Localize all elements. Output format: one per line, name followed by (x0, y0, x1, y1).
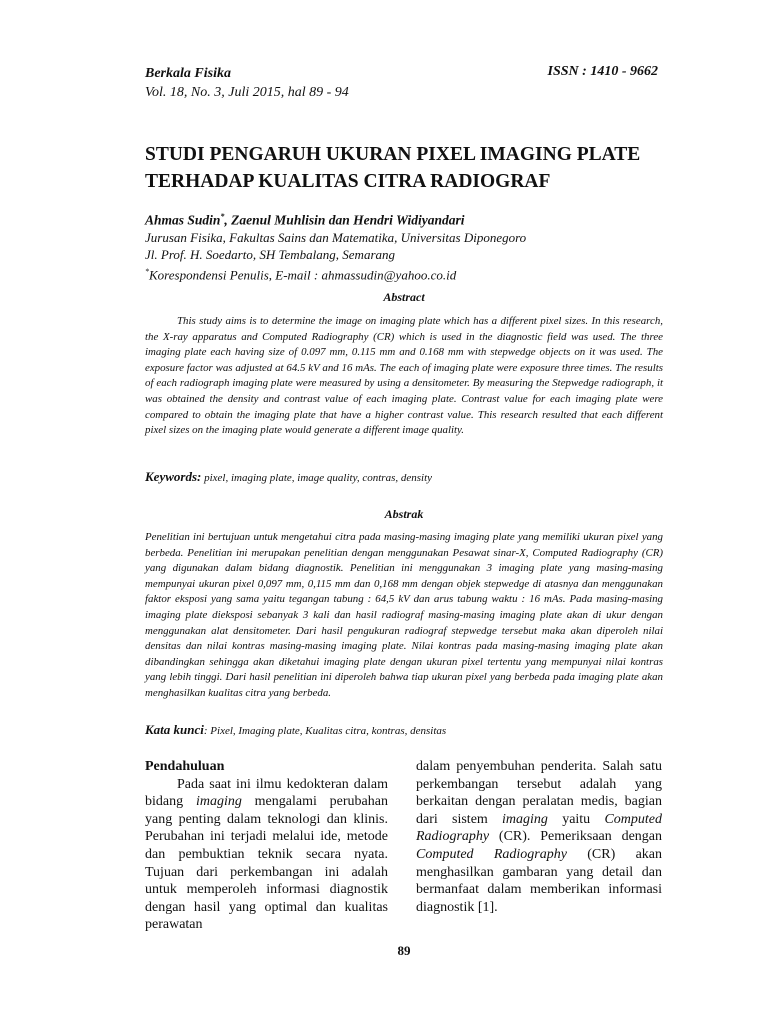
correspondence-text: Korespondensi Penulis, E-mail : ahmassudin@yahoo.co.id (149, 266, 457, 282)
intro-heading: Pendahuluan (145, 759, 225, 774)
issn: ISSN : 1410 - 9662 (547, 64, 658, 79)
abstrak-text: Penelitian ini bertujuan untuk mengetahui citra pada masing-masing imaging plate yang memiliki ukuran pixel yang berbeda. Penelitian ini merupakan penelitian dengan menggunakan Pesawat sinar-X, Computed Radiography (CR) yang digunakan dalam bidang diagnostik. Penelitian ini menggunakan 3 imaging plate yang masing-masing mempunyai ukuran pixel 0,097 mm, 0,115 mm dan 0,168 mm dengan objek stepwedge di atasnya dan menggunakan faktor eksposi yang sama yaitu tegangan tabung : 64,5 kV dan arus tabung waktu : 16 mAs. Pada masing-masing imaging plate dieksposi sebanyak 3 kali dan hasil radiograf masing-masing imaging plate akan di ukur dengan menggunakan alat densitometer. Dari hasil pengukuran radiograf stepwedge tersebut maka akan diperoleh nilai densitas dan nilai kontras masing-masing imaging plate. Nilai kontras pada masing-masing imaging plate akan dibandingkan sehingga akan diketahui imaging plate dengan ukuran pixel tertentu yang mempunyai nilai kontras yang lebih tinggi. Dari hasil penelitian ini diperoleh bahwa tiap ukuran pixel yang berbeda pada imaging plate akan menghasilkan kualitas citra yang berbeda. (145, 531, 663, 699)
journal-volume: Vol. 18, No. 3, Juli 2015, hal 89 - 94 (145, 85, 349, 100)
affiliation: Jurusan Fisika, Fakultas Sains dan Matematika, Universitas Diponegoro (145, 229, 527, 245)
journal-name: Berkala Fisika (145, 66, 231, 81)
author-mark: * (220, 212, 225, 221)
paper-title (145, 141, 685, 195)
kata-kunci-label: Kata kunci (145, 722, 204, 737)
abstract-text: This study aims is to determine the image on imaging plate which has a different pixel sizes. In this research, the X-ray apparatus and Computed Radiography (CR) which is used in the diagnostic field was used. The three imaging plate each having size of 0.097 mm, 0.115 mm and 0.168 mm with stepwedge objects on it was used. The exposure factor was adjusted at 64.5 kV and 16 mAs. The each of imaging plate were exposure three times. The results of each radiograph imaging plate were measured by using a densitometer. By measuring the Stepwedge radiograph, it was obtained the density and contrast value of each imaging plate. Contrast value for each imaging plate were compared to obtain the imaging plate that have a higher contrast value. This research resulted that each different pixel sizes on the imaging plate would generate a different image quality. (145, 315, 663, 437)
keywords-text: pixel, imaging plate, image quality, contras, density (201, 472, 433, 484)
page-number: 89 (397, 943, 411, 958)
intro-right-column (416, 758, 662, 916)
intro-text: mengalami perubahan yang penting dalam teknologi dan klinis. Perubahan ini terjadi melalui ide, metode dan pembuktian teknik secara nyata. Tujuan dari perkembangan ini adalah untuk memperoleh informasi diagnostik dengan hasil yang optimal dan kualitas perawatan (145, 794, 388, 933)
other-authors: , Zaenul Muhlisin dan Hendri Widiyandari (224, 212, 465, 228)
intro-paragraph (145, 776, 388, 934)
intro-term-imaging: imaging (502, 811, 548, 827)
address: Jl. Prof. H. Soedarto, SH Tembalang, Semarang (145, 246, 396, 262)
keywords (145, 469, 663, 485)
intro-left-column (145, 758, 388, 934)
abstract-heading: Abstract (383, 290, 425, 304)
correspondence (145, 263, 665, 283)
intro-term-cr: Computed Radiography (416, 811, 662, 845)
intro-text: Pada saat ini ilmu kedokteran dalam bidang (145, 776, 388, 810)
intro-text: (CR). Pemeriksaan dengan (489, 829, 662, 845)
keywords-label: Keywords: (145, 469, 202, 484)
kata-kunci (145, 722, 663, 738)
title-line-1: STUDI PENGARUH UKURAN PIXEL IMAGING PLATE (145, 144, 641, 165)
title-line-2: TERHADAP KUALITAS CITRA RADIOGRAF (145, 171, 551, 192)
intro-term-imaging: imaging (195, 794, 242, 810)
intro-paragraph-continued (416, 758, 662, 916)
journal-header (145, 64, 349, 102)
intro-text: (CR) akan menghasilkan gambaran yang detail dan bermanfaat dalam memberikan informasi diagnostik [1]. (416, 846, 663, 915)
intro-text: dalam penyembuhan penderita. Salah satu perkembangan tersebut adalah yang berkaitan dengan peralatan medis, bagian dari sistem (416, 759, 662, 827)
intro-term-cr: Computed Radiography (416, 846, 567, 862)
intro-text: yaitu (547, 811, 605, 827)
abstrak-heading: Abstrak (384, 507, 424, 521)
first-author: Ahmas Sudin (145, 212, 221, 228)
correspondence-mark: * (145, 266, 149, 276)
author-block (145, 208, 665, 283)
kata-kunci-text: : Pixel, Imaging plate, Kualitas citra, kontras, densitas (203, 725, 447, 737)
author-list (145, 208, 665, 229)
